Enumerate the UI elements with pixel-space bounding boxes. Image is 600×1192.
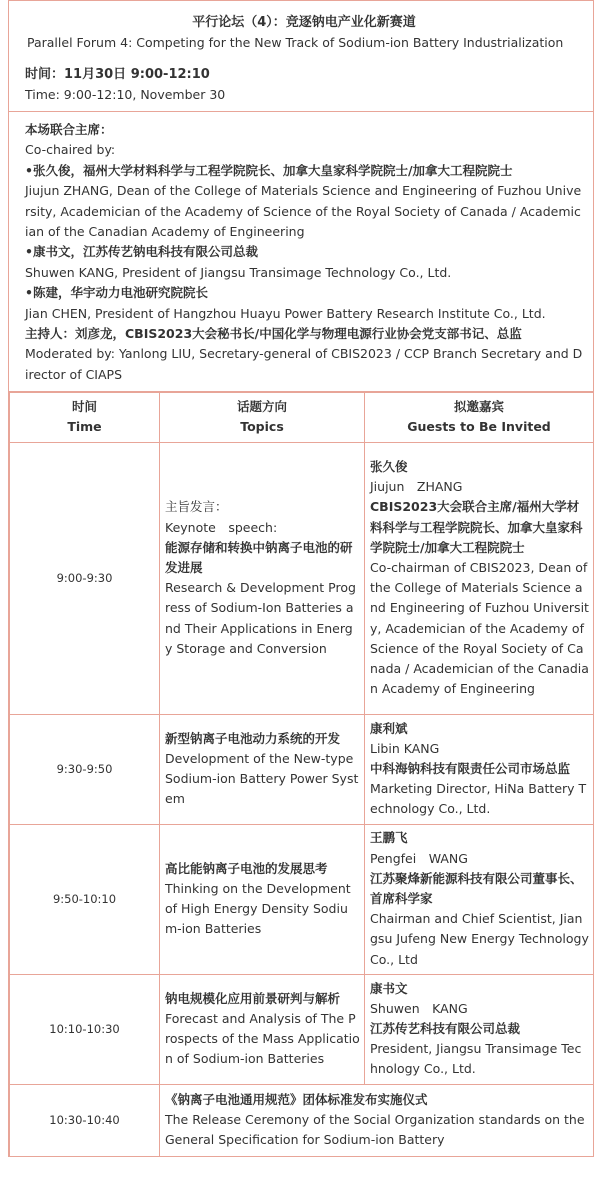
- header-guests-en: Guests to Be Invited: [407, 419, 551, 435]
- header-time: [10, 393, 160, 442]
- row-guest: [365, 974, 594, 1084]
- row-guest: [365, 824, 594, 974]
- header-guests-cn: 拟邀嘉宾: [453, 399, 504, 415]
- table-row: [10, 442, 594, 714]
- forum-title-cn: 平行论坛（4）：竞逐钠电产业化新赛道: [192, 15, 416, 30]
- chair-cn: •张久俊，福州大学材料科学与工程学院院长、加拿大皇家科学院院士/加拿大工程院院士: [25, 162, 513, 178]
- row-guest: [365, 714, 594, 824]
- row-topic: [160, 824, 365, 974]
- table-header-row: [10, 393, 594, 442]
- header-topics-cn: 话题方向: [236, 399, 287, 415]
- topic-en: Forecast and Analysis of The Prospects of the Mass Application of Sodium-ion Batteries: [165, 1010, 360, 1067]
- row-topic: [160, 714, 365, 824]
- guest-title-en: President, Jiangsu Transimage Technology Co., Ltd.: [370, 1041, 582, 1077]
- guest-title-en: Co-chairman of CBIS2023, Dean of the College of Materials Science and Engineering of Fuzhou University, Academician of the Academy of Science of the Royal Society of Canada / Academician of the Canadian Academy of Engineering: [370, 559, 589, 697]
- chair-en: Shuwen KANG, President of Jiangsu Transimage Technology Co., Ltd.: [25, 264, 452, 280]
- guest-name-cn: 康书文: [370, 980, 408, 996]
- agenda-table: [9, 392, 594, 1156]
- guest-name-en: Libin KANG: [370, 740, 440, 756]
- topic-en: The Release Ceremony of the Social Organization standards on the General Specification for Sodium-ion Battery: [165, 1112, 585, 1148]
- topic-en: Development of the New-type Sodium-ion Battery Power System: [165, 750, 359, 807]
- topic-cn: 高比能钠离子电池的发展思考: [165, 860, 328, 876]
- guest-name-en: Pengfei WANG: [370, 850, 468, 866]
- topic-prefix-cn: 主旨发言：: [165, 499, 228, 515]
- moderator-en: Moderated by: Yanlong LIU, Secretary-general of CBIS2023 / CCP Branch Secretary and Director of CIAPS: [25, 346, 583, 382]
- guest-name-en: Shuwen KANG: [370, 1000, 468, 1016]
- chair-en: Jian CHEN, President of Hangzhou Huayu Power Battery Research Institute Co., Ltd.: [25, 305, 546, 321]
- row-guest: [365, 442, 594, 714]
- time-en: Time: 9:00-12:10, November 30: [25, 87, 226, 102]
- co-chairs-label-cn: 本场联合主席：: [25, 122, 113, 137]
- forum-header: [9, 0, 593, 53]
- guest-name-en: Jiujun ZHANG: [370, 479, 463, 495]
- header-topics-en: Topics: [240, 419, 284, 435]
- guest-name-cn: 康利斌: [370, 720, 408, 736]
- topic-en: Thinking on the Development of High Energy Density Sodium-ion Batteries: [165, 880, 351, 937]
- row-topic-wide: [160, 1084, 594, 1156]
- forum-time: [9, 53, 593, 112]
- table-row: [10, 1084, 594, 1156]
- guest-name-cn: 王鹏飞: [370, 830, 408, 846]
- co-chairs-section: [9, 112, 593, 392]
- guest-title-en: Chairman and Chief Scientist, Jiangsu Jufeng New Energy Technology Co., Ltd: [370, 911, 589, 967]
- row-time: 10:30-10:40: [10, 1084, 160, 1156]
- header-topics: [160, 393, 365, 442]
- guest-title-cn: 中科海钠科技有限责任公司市场总监: [370, 761, 571, 777]
- guest-title-cn: CBIS2023大会联合主席/福州大学材料科学与工程学院院长、加拿大皇家科学院院士/加拿大工程院院士: [370, 499, 583, 555]
- row-time: 9:50-10:10: [10, 824, 160, 974]
- co-chairs-label-en: Co-chaired by:: [25, 142, 116, 158]
- topic-cn: 钠电规模化应用前景研判与解析: [165, 990, 341, 1006]
- row-time: 9:00-9:30: [10, 442, 160, 714]
- table-row: [10, 974, 594, 1084]
- row-time: 9:30-9:50: [10, 714, 160, 824]
- guest-title-cn: 江苏传艺科技有限公司总裁: [370, 1021, 521, 1037]
- topic-cn: 《钠离子电池通用规范》团体标准发布实施仪式: [165, 1091, 428, 1107]
- table-row: [10, 714, 594, 824]
- topic-cn: 能源存储和转换中钠离子电池的研发进展: [165, 539, 353, 575]
- chair-cn: •陈建，华宇动力电池研究院院长: [25, 285, 208, 301]
- time-cn: 时间：11月30日 9:00-12:10: [25, 67, 210, 82]
- header-guests: [365, 393, 594, 442]
- chair-cn: •康书文，江苏传艺钠电科技有限公司总裁: [25, 244, 258, 260]
- guest-title-en: Marketing Director, HiNa Battery Technology Co., Ltd.: [370, 781, 587, 817]
- chair-en: Jiujun ZHANG, Dean of the College of Materials Science and Engineering of Fuzhou University, Academician of the Academy of Science of the Royal Society of Canada / Academician of the Canadian Academy of Engineering: [25, 183, 582, 240]
- header-time-cn: 时间: [71, 399, 97, 415]
- topic-cn: 新型钠离子电池动力系统的开发: [165, 730, 341, 746]
- forum-page: [8, 0, 594, 1157]
- topic-en: Research & Development Progress of Sodium-Ion Batteries and Their Applications in Energy Storage and Conversion: [165, 580, 356, 656]
- row-topic: [160, 442, 365, 714]
- header-time-en: Time: [67, 419, 102, 435]
- topic-prefix-en: Keynote speech:: [165, 519, 278, 535]
- table-row: [10, 824, 594, 974]
- forum-title-en: Parallel Forum 4: Competing for the New Track of Sodium-ion Battery Industrialization: [27, 35, 564, 50]
- guest-name-cn: 张久俊: [370, 458, 408, 474]
- guest-title-cn: 江苏聚烽新能源科技有限公司董事长、首席科学家: [370, 870, 583, 907]
- row-topic: [160, 974, 365, 1084]
- row-time: 10:10-10:30: [10, 974, 160, 1084]
- moderator-cn: 主持人：刘彦龙，CBIS2023大会秘书长/中国化学与物理电源行业协会党支部书记、总监: [25, 326, 522, 342]
